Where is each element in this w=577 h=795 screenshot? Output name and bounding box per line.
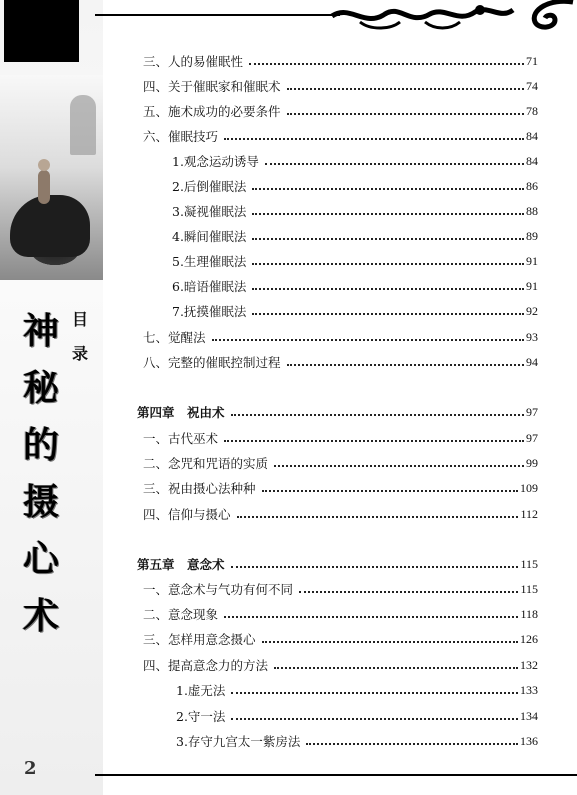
leader-dots [224, 616, 518, 618]
header-rule [95, 14, 340, 16]
toc-title: 四、关于催眠家和催眠术 [143, 79, 281, 94]
leader-dots [287, 88, 524, 90]
toc-entry[interactable] [143, 50, 538, 72]
toc-entry[interactable] [172, 175, 538, 197]
leader-dots [287, 364, 524, 366]
toc-title: 三、怎样用意念摄心 [143, 632, 256, 647]
toc-page: 115 [520, 581, 538, 596]
toc-entry[interactable] [172, 200, 538, 222]
toc-title: 3.存守九宫太一紫房法 [176, 734, 301, 749]
toc-page: 126 [520, 631, 538, 646]
leader-dots [231, 692, 518, 694]
leader-dots [262, 490, 518, 492]
toc-entry[interactable] [172, 250, 538, 272]
leader-dots [252, 263, 524, 265]
toc-chapter-entry[interactable] [137, 553, 538, 575]
leader-dots [262, 641, 518, 643]
toc-page: 84 [526, 153, 538, 168]
toc-title: 一、古代巫术 [143, 431, 219, 446]
toc-title: 八、完整的催眠控制过程 [143, 355, 281, 370]
toc-title: 一、意念术与气功有何不同 [143, 582, 294, 597]
toc-entry[interactable] [176, 679, 538, 701]
toc-page: 78 [526, 103, 538, 118]
toc-title: 三、祝由摄心法种种 [143, 481, 256, 496]
toc-title: 6.暗语催眠法 [172, 279, 247, 294]
toc-entry[interactable] [176, 730, 538, 752]
illustration-photo [0, 75, 103, 280]
toc-page: 94 [526, 354, 538, 369]
toc-entry[interactable] [143, 326, 538, 348]
leader-dots [212, 339, 524, 341]
toc-entry[interactable] [172, 300, 538, 322]
toc-title: 第五章 意念术 [137, 557, 225, 572]
toc-title: 1.观念运动诱导 [172, 154, 259, 169]
leader-dots [252, 213, 524, 215]
leader-dots [224, 138, 524, 140]
toc-page: 92 [526, 303, 538, 318]
leader-dots [249, 63, 524, 65]
toc-title: 四、提高意念力的方法 [143, 658, 269, 673]
toc-title: 第四章 祝由术 [137, 405, 225, 420]
toc-entry[interactable] [143, 654, 538, 676]
toc-title: 5.生理催眠法 [172, 254, 247, 269]
toc-page: 89 [526, 228, 538, 243]
toc-entry[interactable] [143, 503, 538, 525]
toc-title: 7.抚摸催眠法 [172, 304, 247, 319]
toc-title: 2.守一法 [176, 709, 226, 724]
toc-page: 132 [520, 657, 538, 672]
toc-title: 3.凝视催眠法 [172, 204, 247, 219]
leader-dots [287, 113, 524, 115]
contents-heading-char: 录 [72, 344, 89, 363]
toc-page: 115 [520, 556, 538, 571]
toc-page: 112 [520, 506, 538, 521]
toc-page: 99 [526, 455, 538, 470]
title-char: 术 [22, 596, 59, 637]
toc-title: 4.瞬间催眠法 [172, 229, 247, 244]
toc-entry[interactable] [143, 578, 538, 600]
rider-head [38, 159, 50, 171]
toc-page: 97 [526, 404, 538, 419]
leader-dots [231, 718, 518, 720]
title-char: 摄 [22, 482, 59, 523]
toc-title: 1.虚无法 [176, 683, 226, 698]
toc-page: 84 [526, 128, 538, 143]
title-char: 心 [22, 539, 59, 580]
toc-title: 六、催眠技巧 [143, 129, 219, 144]
toc-entry[interactable] [176, 705, 538, 727]
toc-chapter-entry[interactable] [137, 401, 538, 423]
rider-body [38, 170, 50, 204]
toc-title: 二、意念现象 [143, 607, 219, 622]
toc-page: 91 [526, 253, 538, 268]
header-black-block [4, 0, 79, 62]
toc-page: 134 [520, 708, 538, 723]
toc-entry[interactable] [143, 125, 538, 147]
toc-page: 118 [520, 606, 538, 621]
tree-shape [70, 95, 96, 155]
toc-entry[interactable] [143, 628, 538, 650]
dragon-ornament [330, 0, 515, 34]
leader-dots [252, 288, 524, 290]
vertical-book-title [16, 307, 68, 649]
toc-title: 四、信仰与摄心 [143, 507, 231, 522]
leader-dots [306, 743, 518, 745]
toc-entry[interactable] [143, 452, 538, 474]
toc-entry[interactable] [143, 75, 538, 97]
ox-shape [10, 195, 90, 257]
leader-dots [231, 566, 519, 568]
toc-page: 109 [520, 480, 538, 495]
toc-page: 74 [526, 78, 538, 93]
toc-entry[interactable] [143, 100, 538, 122]
footer-rule [95, 774, 577, 776]
leader-dots [231, 414, 524, 416]
toc-page: 133 [520, 682, 538, 697]
leader-dots [274, 465, 524, 467]
toc-page: 71 [526, 53, 538, 68]
leader-dots [299, 591, 518, 593]
leader-dots [274, 667, 518, 669]
title-char: 的 [22, 425, 59, 466]
toc-entry[interactable] [143, 427, 538, 449]
toc-page: 88 [526, 203, 538, 218]
toc-title: 五、施术成功的必要条件 [143, 104, 281, 119]
toc-entry[interactable] [143, 603, 538, 625]
swirl-ornament [525, 0, 575, 30]
toc-entry[interactable] [172, 225, 538, 247]
toc-title: 七、觉醒法 [143, 330, 206, 345]
leader-dots [224, 440, 524, 442]
toc-title: 2.后倒催眠法 [172, 179, 247, 194]
leader-dots [252, 313, 524, 315]
leader-dots [252, 238, 524, 240]
toc-entry[interactable] [143, 477, 538, 499]
leader-dots [237, 516, 519, 518]
leader-dots [252, 188, 524, 190]
contents-heading [72, 303, 88, 371]
toc-title: 三、人的易催眠性 [143, 54, 244, 69]
toc-page: 97 [526, 430, 538, 445]
leader-dots [265, 163, 524, 165]
toc-page: 136 [520, 733, 538, 748]
toc-title: 二、念咒和咒语的实质 [143, 456, 269, 471]
toc-page: 86 [526, 178, 538, 193]
toc-entry[interactable] [172, 150, 538, 172]
toc-entry[interactable] [143, 351, 538, 373]
page-number: 2 [24, 758, 37, 779]
title-char: 秘 [22, 368, 59, 409]
contents-heading-char: 目 [72, 310, 89, 329]
title-char: 神 [22, 311, 59, 352]
toc-page: 93 [526, 329, 538, 344]
toc-entry[interactable] [172, 275, 538, 297]
toc-page: 91 [526, 278, 538, 293]
